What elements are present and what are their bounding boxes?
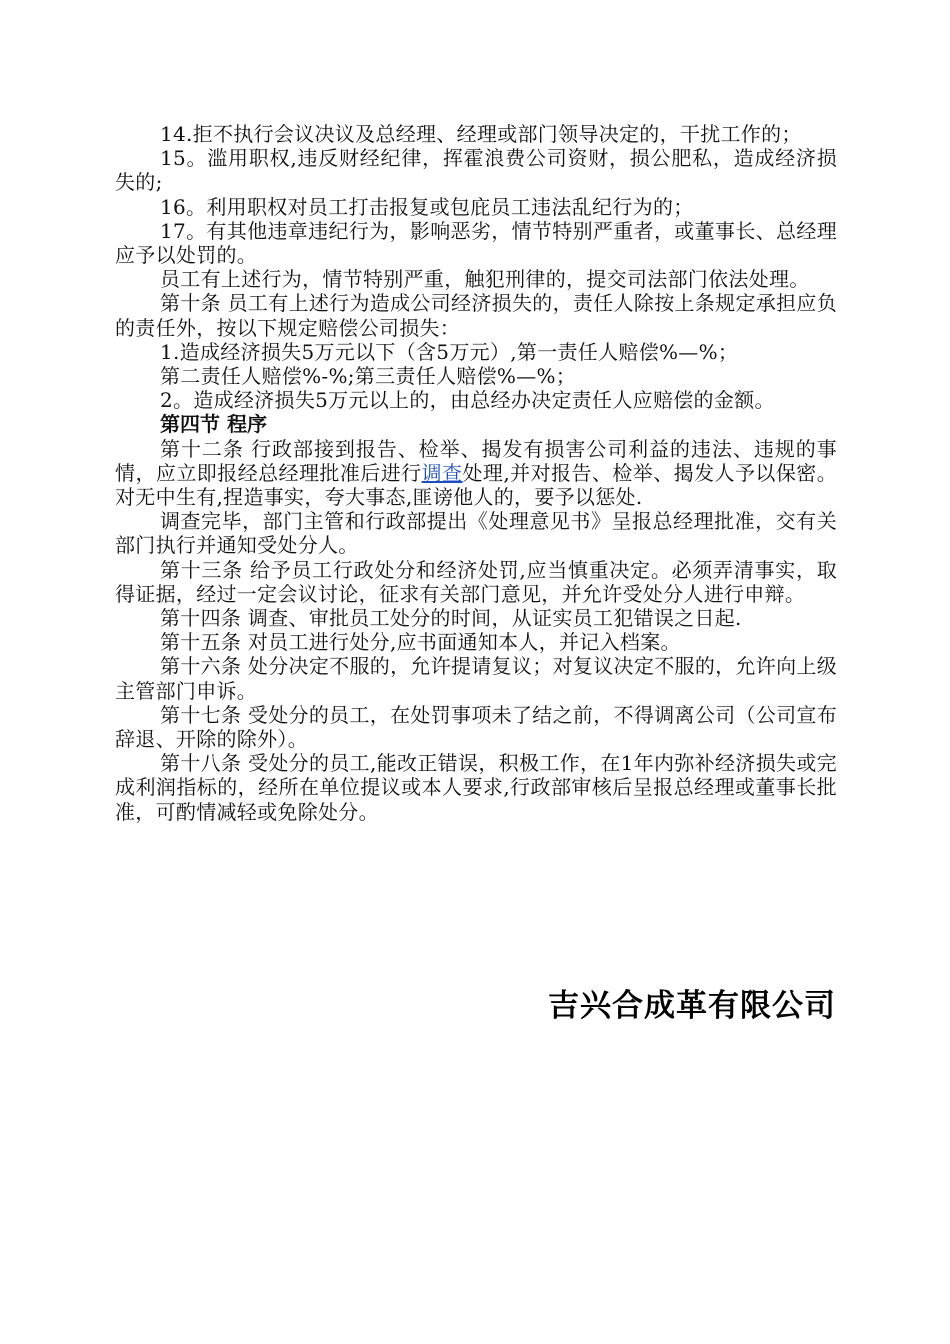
clause-16: 16。利用职权对员工打击报复或包庇员工违法乱纪行为的； [160,194,694,219]
section-heading-procedure: 第四节 程序 [160,412,267,437]
article-12-text-after: 处理,并对报告、检举、揭发人予以保密。对无中生有,捏造事实，夸大事态,匪谤他人的，要予以惩处. [115,460,838,510]
document-body [115,122,837,824]
criminal-clause: 员工有上述行为，情节特别严重，触犯刑律的，提交司法部门依法处理。 [160,267,810,292]
clause-15: 15。滥用职权,违反财经纪律，挥霍浪费公司资财，损公肥私，造成经济损失的; [115,146,837,195]
clause-17: 17。有其他违章违纪行为，影响恶劣，情节特别严重者，或董事长、总经理应予以处罚的。 [115,218,837,268]
investigation-link[interactable]: 调查 [421,460,463,485]
company-name: 吉兴合成革有限公司 [548,988,836,1024]
compensation-1: 1.造成经济损失5万元以下（含5万元）,第一责任人赔偿%—%； [160,339,739,364]
compensation-1b: 第二责任人赔偿%-%;第三责任人赔偿%—%； [160,364,577,389]
article-15: 第十五条 对员工进行处分,应书面通知本人，并记入档案。 [160,630,681,655]
investigation-paragraph: 调查完毕，部门主管和行政部提出《处理意见书》呈报总经理批准，交有关部门执行并通知受处分人。 [115,509,837,558]
article-13: 第十三条 给予员工行政处分和经济处罚,应当慎重决定。必须弄清事实，取得证据，经过一定会议讨论，征求有关部门意见，并允许受处分人进行申辩。 [115,557,837,606]
clause-14: 14.拒不执行会议决议及总经理、经理或部门领导决定的，干扰工作的； [160,122,802,146]
article-12-text-before: 第十二条 行政部接到报告、检举、揭发有损害公司利益的违法、违规的事情，应立即报经总经理批准后进行 [115,436,837,485]
article-16: 第十六条 处分决定不服的，允许提请复议；对复议决定不服的，允许向上级主管部门申诉。 [115,654,837,703]
article-18: 第十八条 受处分的员工,能改正错误，积极工作，在1年内弥补经济损失或完成利润指标的，经所在单位提议或本人要求,行政部审核后呈报总经理或董事长批准，可酌情减轻或免除处分。 [115,751,837,824]
article-17: 第十七条 受处分的员工，在处罚事项未了结之前，不得调离公司（公司宣布辞退、开除的除外）。 [115,702,837,752]
article-12 [115,437,837,510]
article-14: 第十四条 调查、审批员工处分的时间，从证实员工犯错误之日起. [160,606,742,631]
article-10: 第十条 员工有上述行为造成公司经济损失的，责任人除按上条规定承担应负的责任外，按以下规定赔偿公司损失： [115,291,837,340]
compensation-2: 2。造成经济损失5万元以上的，由总经办决定责任人应赔偿的金额。 [160,388,775,413]
